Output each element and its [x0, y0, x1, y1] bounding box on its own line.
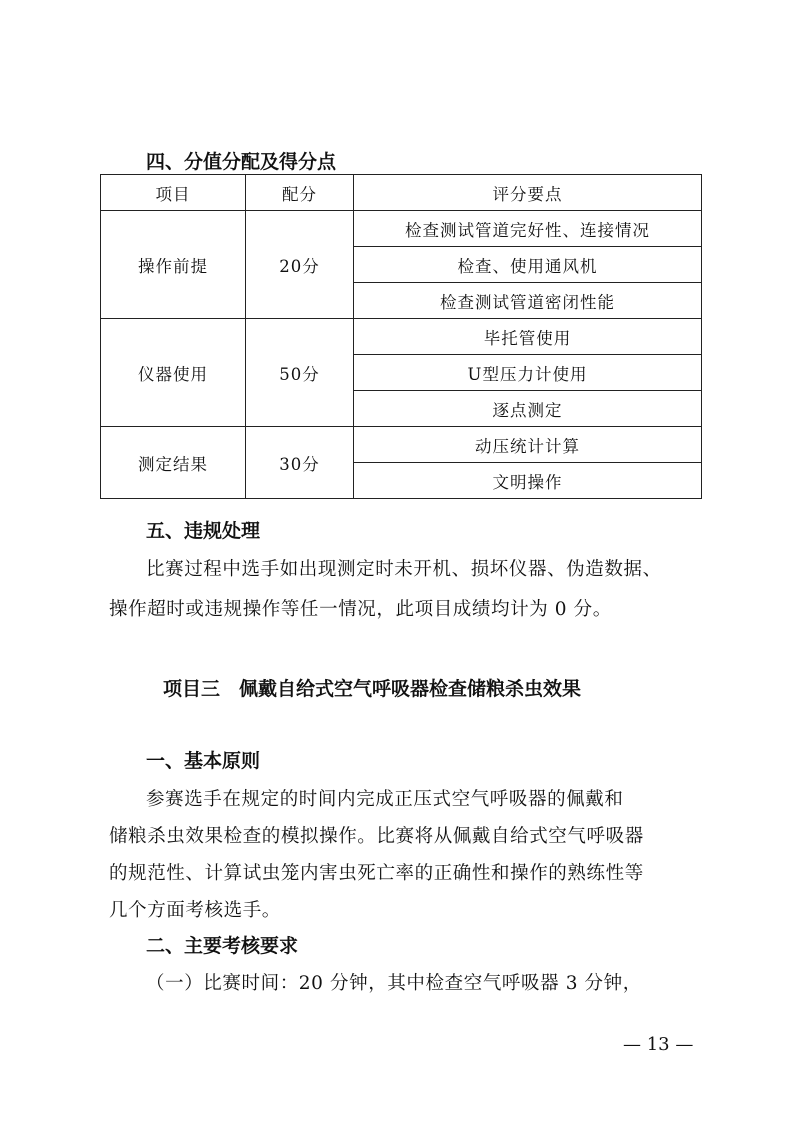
group-item: 操作前提 — [101, 211, 246, 319]
section4-heading: 四、分值分配及得分点 — [146, 151, 337, 173]
header-points: 评分要点 — [354, 175, 702, 211]
requirements-heading: 二、主要考核要求 — [146, 935, 299, 957]
group-item: 仪器使用 — [101, 319, 246, 427]
project-title: 项目三 佩戴自给式空气呼吸器检查储粮杀虫效果 — [163, 678, 582, 700]
body-line: （一）比赛时间：20 分钟，其中检查空气呼吸器 3 分钟， — [146, 973, 642, 994]
body-line: 操作超时或违规操作等任一情况，此项目成绩均计为 0 分。 — [109, 599, 612, 620]
scoring-point: 逐点测定 — [354, 391, 702, 427]
body-line: 的规范性、计算试虫笼内害虫死亡率的正确性和操作的熟练性等 — [109, 863, 644, 884]
group-score: 50分 — [246, 319, 354, 427]
score-table — [100, 174, 702, 499]
body-line: 储粮杀虫效果检查的模拟操作。比赛将从佩戴自给式空气呼吸器 — [109, 826, 644, 847]
scoring-point: 文明操作 — [354, 463, 702, 499]
header-item: 项目 — [101, 175, 246, 211]
section5-heading: 五、违规处理 — [146, 520, 261, 542]
scoring-point: 动压统计计算 — [354, 427, 702, 463]
body-line: 几个方面考核选手。 — [109, 900, 281, 921]
scoring-point: U型压力计使用 — [354, 355, 702, 391]
table-row — [101, 319, 702, 355]
body-line: 比赛过程中选手如出现测定时未开机、损坏仪器、伪造数据、 — [146, 559, 662, 580]
table-row — [101, 211, 702, 247]
scoring-point: 毕托管使用 — [354, 319, 702, 355]
table-row — [101, 427, 702, 463]
principle-heading: 一、基本原则 — [146, 750, 261, 772]
scoring-point: 检查测试管道密闭性能 — [354, 283, 702, 319]
header-score: 配分 — [246, 175, 354, 211]
scoring-point: 检查、使用通风机 — [354, 247, 702, 283]
group-score: 20分 — [246, 211, 354, 319]
scoring-point: 检查测试管道完好性、连接情况 — [354, 211, 702, 247]
page-number: — 13 — — [623, 1034, 694, 1055]
table-header-row — [101, 175, 702, 211]
body-line: 参赛选手在规定的时间内完成正压式空气呼吸器的佩戴和 — [146, 789, 624, 810]
group-item: 测定结果 — [101, 427, 246, 499]
group-score: 30分 — [246, 427, 354, 499]
